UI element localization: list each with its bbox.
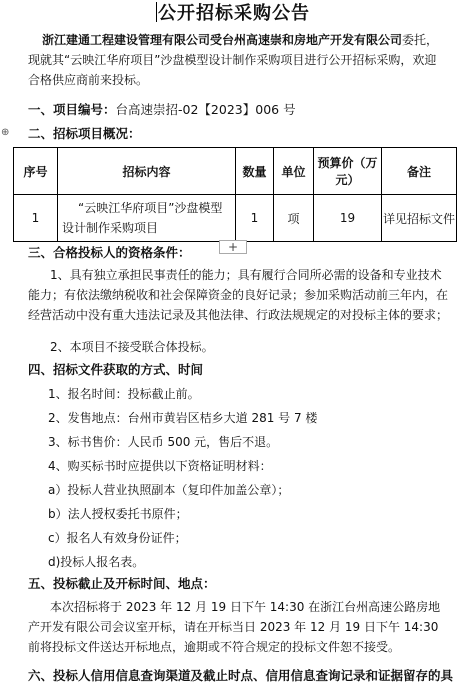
add-table-row-button[interactable]: +	[219, 240, 247, 254]
cell-unit: 项	[274, 195, 314, 242]
text-cursor	[156, 2, 157, 22]
section-qualifications: 三、合格投标人的资格条件：	[28, 245, 191, 260]
acquisition-item: 3、标书售价：人民币 500 元，售后不退。	[48, 435, 279, 449]
intro-paragraph: 浙江建通工程建设管理有限公司受台州高速崇和房地产开发有限公司委托，现就其“云映江华府项目”沙盘模型设计制作采购项目进行公开招标采购，欢迎合格供应商前来投标。	[28, 33, 439, 87]
table-move-handle-icon[interactable]: ⊕	[1, 127, 10, 138]
acquisition-item: a）投标人营业执照副本（复印件加盖公章）；	[48, 483, 290, 497]
acquisition-item: 4、购买标书时应提供以下资格证明材料：	[48, 459, 272, 473]
cell-index: 1	[14, 195, 58, 242]
table-header-row	[14, 148, 457, 195]
acquisition-item: d)投标人报名表。	[48, 555, 145, 569]
section-bid-deadline: 五、投标截止及开标时间、地点：	[28, 576, 216, 591]
acquisition-item: 2、发售地点：台州市黄岩区桔乡大道 281 号 7 楼	[48, 411, 318, 425]
header-index: 序号	[14, 148, 58, 195]
header-content: 招标内容	[58, 148, 236, 195]
qualification-item: 2、本项目不接受联合体投标。	[50, 340, 214, 354]
header-unit: 单位	[274, 148, 314, 195]
header-remark: 备注	[382, 148, 457, 195]
cell-remark: 详见招标文件	[382, 195, 457, 242]
bid-table	[13, 147, 457, 242]
bid-deadline-paragraph: 本次招标将于 2023 年 12 月 19 日下午 14:30 在浙江台州高速公路房地产开发有限公司会议室开标，请在开标当日 2023 年 12 月 19 日下午 14:30 前将投标文件送达开标地点，逾期或不符合规定的投标文件恕不接受。	[28, 600, 441, 654]
cell-quantity: 1	[236, 195, 274, 242]
header-budget: 预算价（万元）	[314, 148, 382, 195]
document-title: 公开招标采购公告	[158, 3, 310, 24]
section-credit-inquiry: 六、投标人信用信息查询渠道及截止时点、信用信息查询记录和证据留存的具	[28, 668, 454, 683]
acquisition-item: 1、报名时间：投标截止前。	[48, 387, 200, 401]
acquisition-item: c）报名人有效身份证件；	[48, 531, 187, 545]
qualification-item: 1、具有独立承担民事责任的能力；具有履行合同所必需的设备和专业技术能力；有依法缴纳税收和社会保障资金的良好记录；参加采购活动前三年内，在经营活动中没有重大违法记录及其他法律、行政法规规定的对投标主体的要求；	[28, 268, 449, 322]
header-quantity: 数量	[236, 148, 274, 195]
acquisition-item: b）法人授权委托书原件；	[48, 507, 188, 521]
section-project-number: 一、项目编号：台高速崇招-02【2023】006 号	[28, 102, 296, 117]
cell-budget: 19	[314, 195, 382, 242]
section-document-acquisition: 四、招标文件获取的方式、时间	[28, 362, 204, 377]
table-row	[14, 195, 457, 242]
section-project-overview: 二、招标项目概况：	[28, 126, 141, 141]
cell-content: “云映江华府项目”沙盘模型设计制作采购项目	[58, 195, 236, 242]
